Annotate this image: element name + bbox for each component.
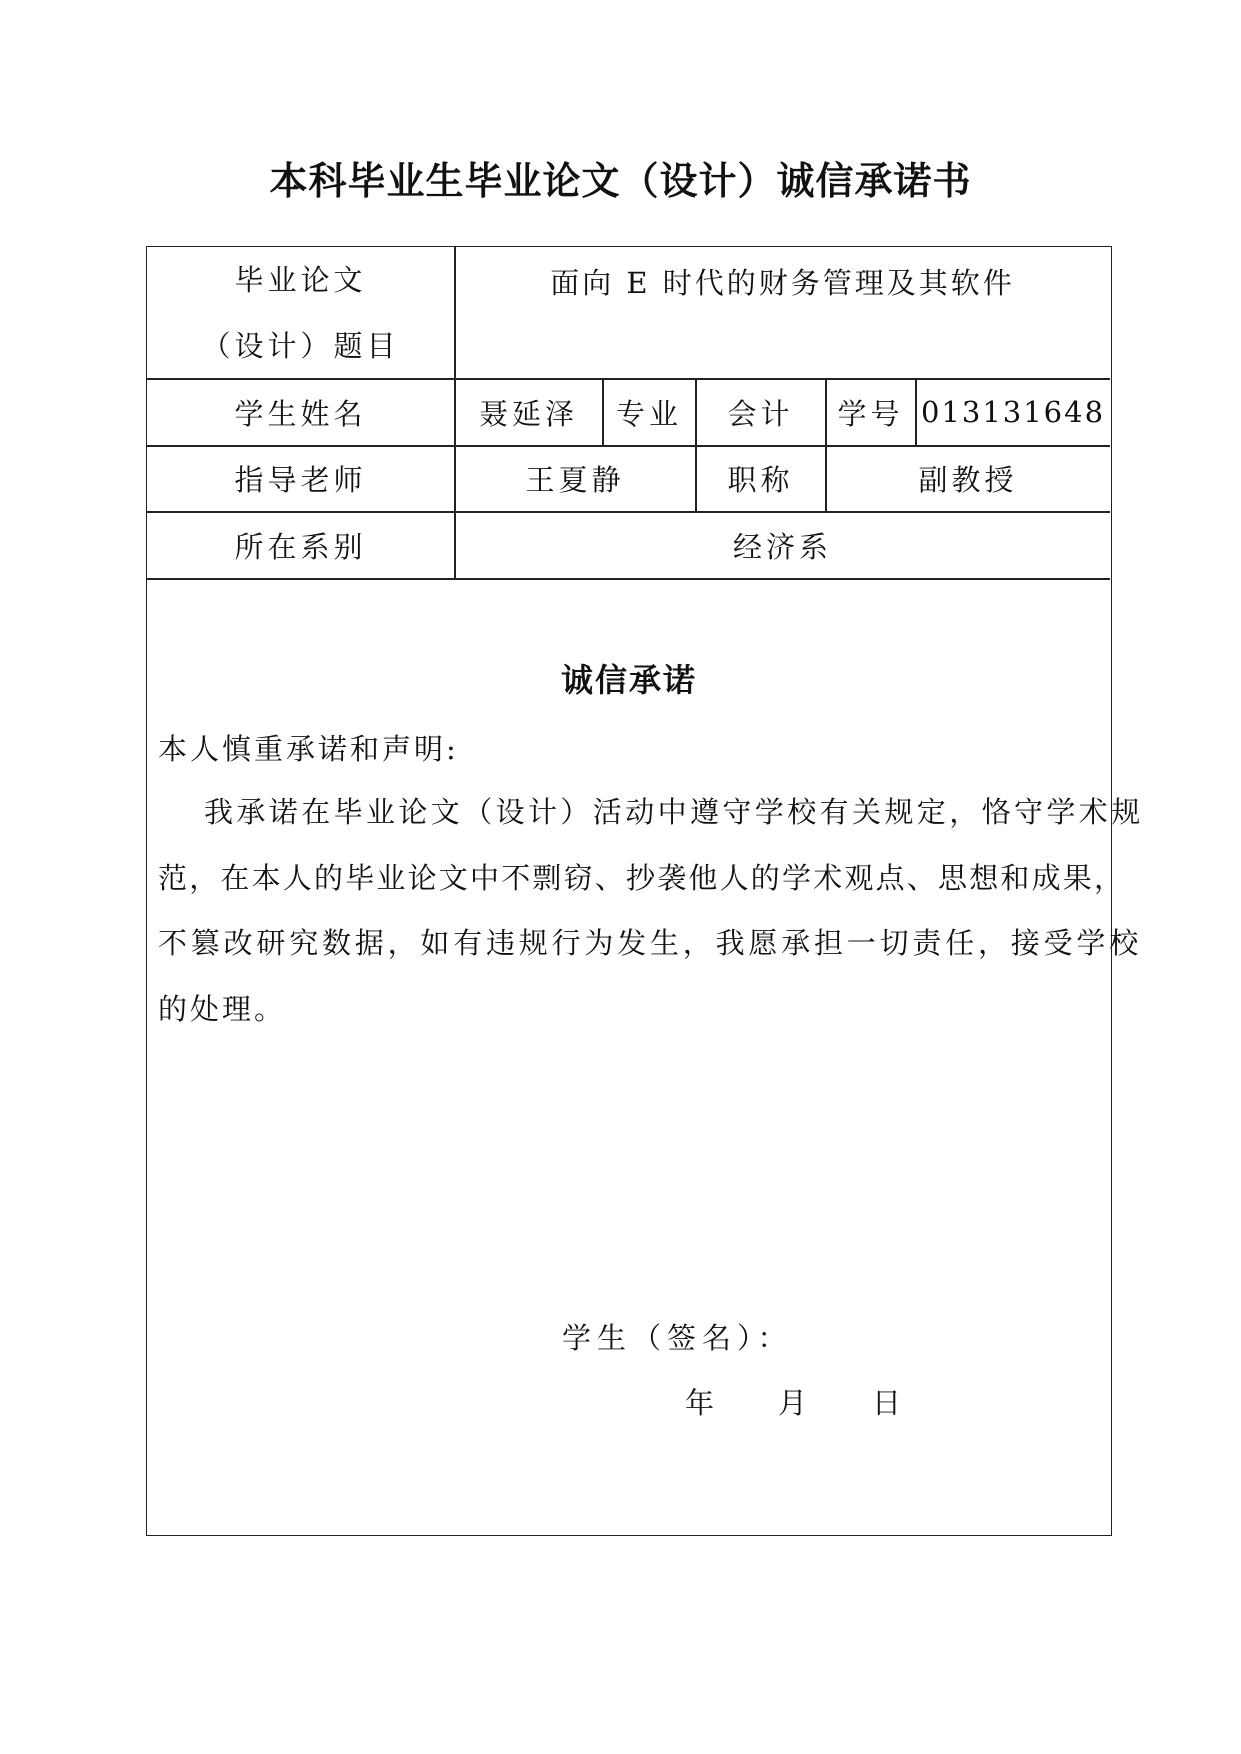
advisor-title-value: 副教授 xyxy=(918,463,1018,497)
major-value: 会计 xyxy=(727,396,794,431)
topic-value: 面向 E 时代的财务管理及其软件 xyxy=(550,266,1015,300)
advisor-label: 指导老师 xyxy=(234,463,367,497)
student-id-label: 学号 xyxy=(837,396,904,431)
student-id-value: 013131648 xyxy=(920,395,1106,429)
department-label: 所在系别 xyxy=(234,529,367,564)
student-name-label: 学生姓名 xyxy=(234,396,367,431)
row-divider xyxy=(147,578,1110,580)
student-name-value: 聂延泽 xyxy=(478,396,578,431)
department-value: 经济系 xyxy=(732,529,832,564)
signature-label: 学生（签名）： xyxy=(562,1321,793,1355)
advisor-value: 王夏静 xyxy=(525,463,625,497)
date-year: 年 xyxy=(685,1386,721,1420)
topic-label-line1: 毕业论文 xyxy=(234,262,367,297)
pledge-text-line: 我承诺在毕业论文（设计）活动中遵守学校有关规定，恪守学术规 xyxy=(204,795,1144,829)
pledge-text-line: 的处理。 xyxy=(158,992,287,1026)
pledge-text-line: 范，在本人的毕业论文中不剽窃、抄袭他人的学术观点、思想和成果， xyxy=(158,861,1126,895)
date-day: 日 xyxy=(872,1386,908,1420)
advisor-title-label: 职称 xyxy=(727,463,794,497)
pledge-intro: 本人慎重承诺和声明: xyxy=(158,732,459,766)
major-label: 专业 xyxy=(615,396,682,431)
pledge-heading: 诚信承诺 xyxy=(560,661,697,699)
topic-label xyxy=(147,247,454,378)
pledge-text-line: 不篡改研究数据，如有违规行为发生，我愿承担一切责任，接受学校 xyxy=(158,926,1143,960)
topic-label-line2: （设计）题目 xyxy=(201,328,400,363)
page-title: 本科毕业生毕业论文（设计）诚信承诺书 xyxy=(269,159,972,203)
date-month: 月 xyxy=(778,1386,814,1420)
